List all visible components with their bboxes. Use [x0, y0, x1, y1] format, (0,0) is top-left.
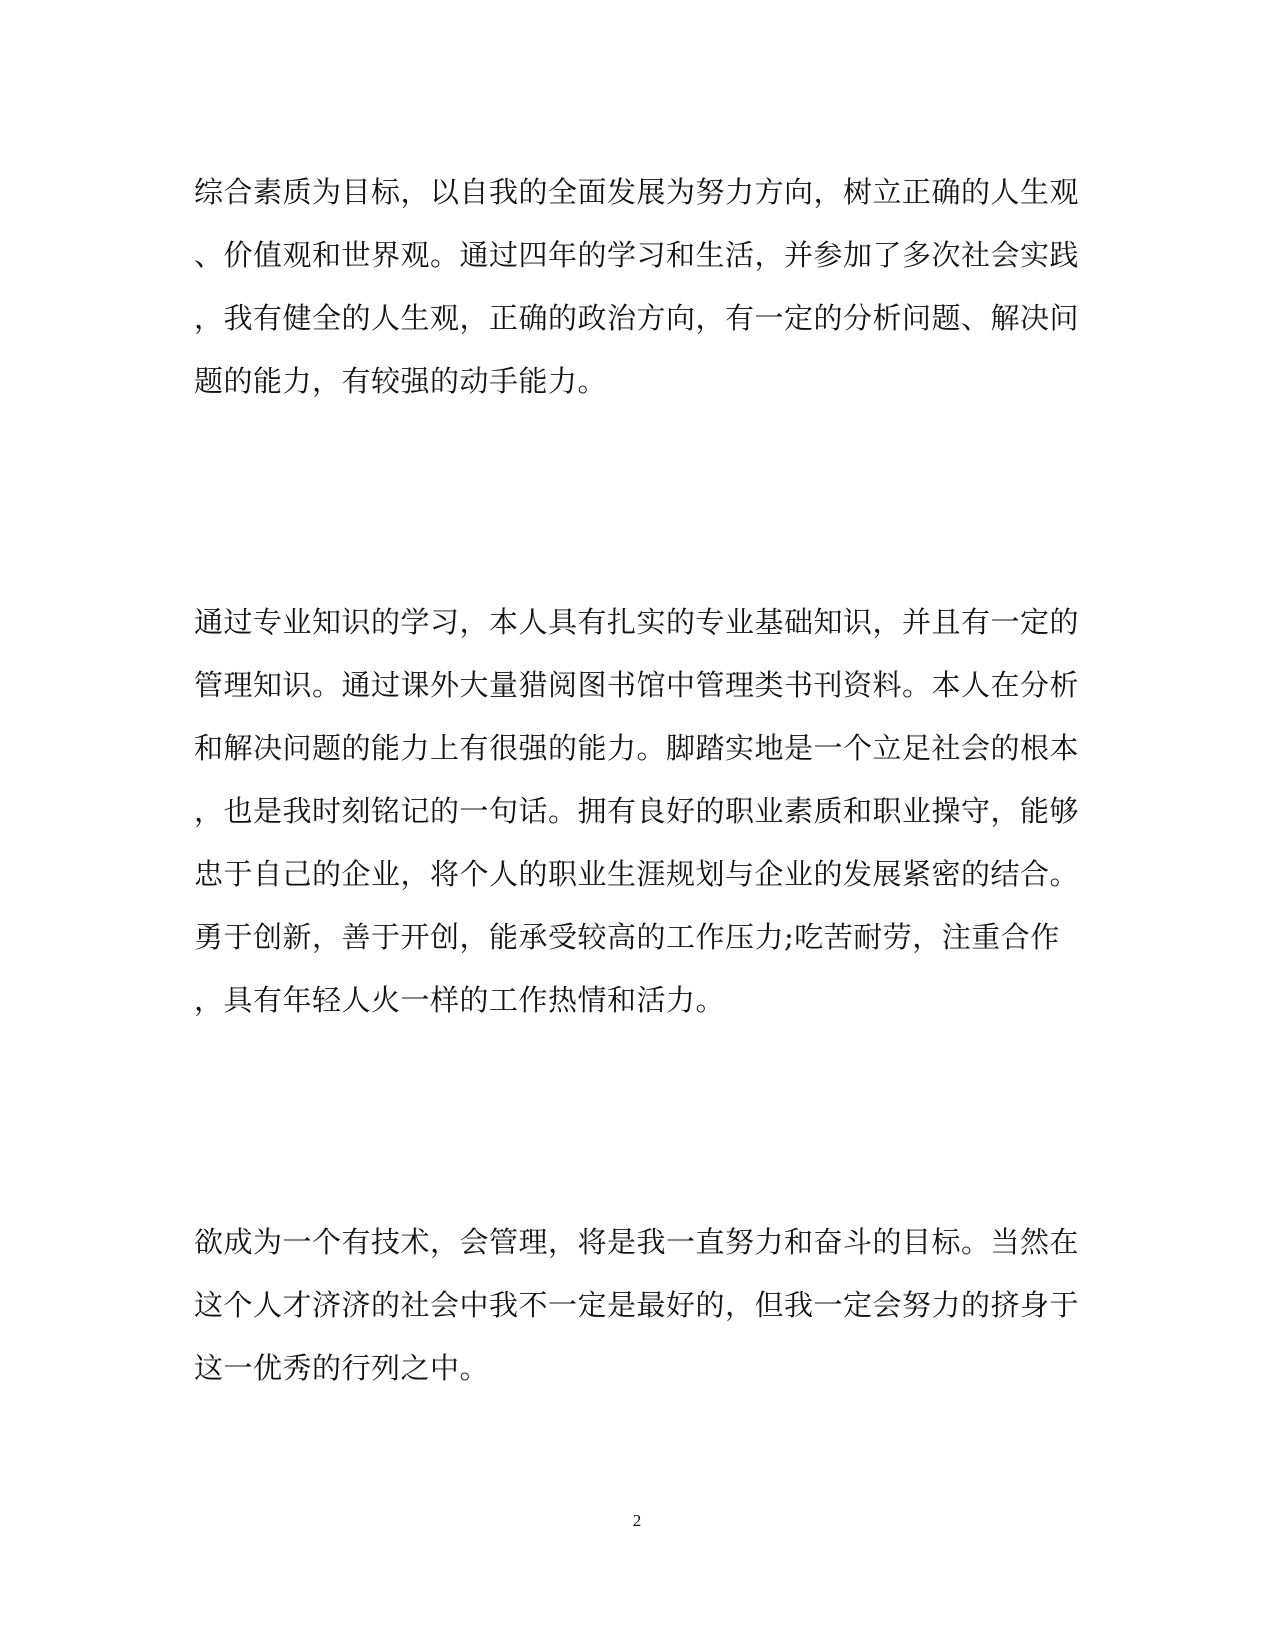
page-number: 2 — [632, 1511, 642, 1530]
text-line: 这一优秀的行列之中。 — [194, 1351, 490, 1385]
text-line: 、价值观和世界观。通过四年的学习和生活，并参加了多次社会实践 — [194, 238, 1080, 272]
text-line: ，具有年轻人火一样的工作热情和活力。 — [194, 983, 726, 1017]
text-line: 综合素质为目标，以自我的全面发展为努力方向，树立正确的人生观 — [194, 175, 1080, 209]
text-line: ，我有健全的人生观，正确的政治方向，有一定的分析问题、解决问 — [194, 301, 1080, 335]
text-line: ，也是我时刻铭记的一句话。拥有良好的职业素质和职业操守，能够 — [194, 794, 1080, 828]
text-line: 这个人才济济的社会中我不一定是最好的，但我一定会努力的挤身于 — [194, 1288, 1080, 1322]
text-line: 题的能力，有较强的动手能力。 — [194, 364, 608, 398]
text-line: 忠于自己的企业，将个人的职业生涯规划与企业的发展紧密的结合。 — [194, 857, 1080, 891]
text-line: 通过专业知识的学习，本人具有扎实的专业基础知识，并且有一定的 — [194, 605, 1080, 639]
text-line: 管理知识。通过课外大量猎阅图书馆中管理类书刊资料。本人在分析 — [194, 668, 1080, 702]
text-line: 勇于创新，善于开创，能承受较高的工作压力;吃苦耐劳，注重合作 — [194, 920, 1060, 954]
text-line: 和解决问题的能力上有很强的能力。脚踏实地是一个立足社会的根本 — [194, 731, 1080, 765]
text-line: 欲成为一个有技术，会管理，将是我一直努力和奋斗的目标。当然在 — [194, 1225, 1080, 1259]
